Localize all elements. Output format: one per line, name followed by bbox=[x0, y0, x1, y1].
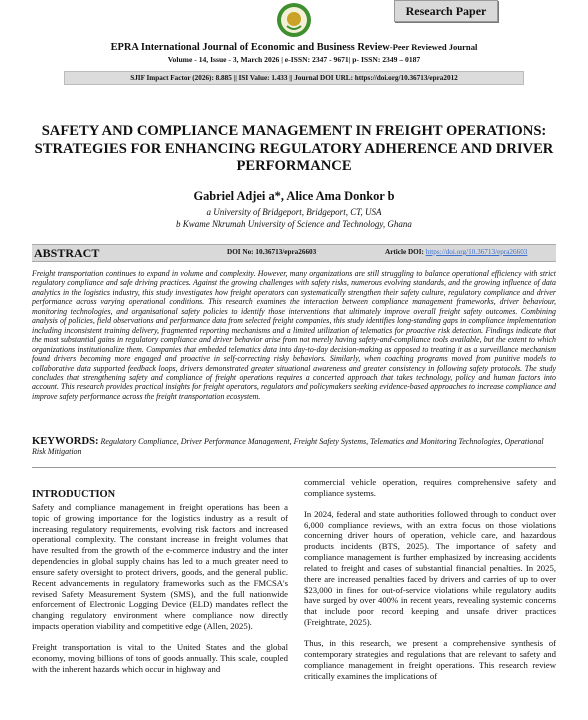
article-doi-link[interactable]: https://doi.org/10.36713/epra26603 bbox=[425, 248, 528, 256]
research-paper-badge: Research Paper bbox=[394, 0, 498, 22]
authors: Gabriel Adjei a*, Alice Ama Donkor b bbox=[193, 189, 395, 203]
affiliation-b: b Kwame Nkrumah University of Science and Technology, Ghana bbox=[176, 219, 412, 229]
paragraph: Safety and compliance management in freight operations has been a topic of growing importance for the logistics industry as a result of increasing regulatory requirements, evolving risk factors and increased operational complexity. The constant increase in freight volumes that have resulted from the growth of the e-commerce industry and the inter dependencies in global supply chains has led to a much greater need to ensure safety oversight to protect drivers, goods, and the general public. Recent advancements in regulatory frameworks such as the FMCSA's revised Safety Measurement System (SMS), and the full nationwide enforcement of Electronic Logging Device (ELD) mandates reflect the changing regulatory environment where compliance now directly impacts operation viability and competitive edge (Allen, 2025). bbox=[32, 501, 288, 632]
journal-logo-icon bbox=[276, 2, 312, 38]
paper-title: SAFETY AND COMPLIANCE MANAGEMENT IN FREIGHT OPERATIONS: STRATEGIES FOR ENHANCING REGULATORY ADHERENCE AND DRIVER PERFORMANCE bbox=[34, 123, 554, 174]
paragraph: commercial vehicle operation, requires comprehensive safety and compliance systems. bbox=[304, 477, 556, 498]
abstract-text: Freight transportation continues to expand in volume and complexity. However, many organizations are still struggling to balance operational efficiency with strict regulatory compliance and safe driving practices. Against the growing challenges with safety risks, numerous evolving standards, and the growing influence of data analytics in the logistics industry, this study investigates how freight operators can systematically strengthen their safety culture, regulatory compliance and driver performance across varying operational conditions. This research examines the interaction between compliance management frameworks, driver behaviour, monitoring technologies, and organisational safety policies to identify those interventions that ultimately improve overall freight safety outcomes. Combining analysis of policies, field observations and performance data from selected freight companies, this study identifies long-standing gaps in compliance implementation including inconsistent training delivery, fragmented reporting mechanisms and a limited utilization of telematics for proactive risk detection. Findings indicate that the most substantial gains in regulatory compliance and driver behavior arise from not merely having safety-and-compliance tools available, but the extent to which organizations institutionalize them. Companies that embeded telematics data into day-to-day decision-making as opposed to treating it as a surveillance mechanism found drivers becoming more engaged and proactive in self-correcting risky behaviors. Similarly, when coaching programs moved from punitive models to collaborative data supported feedback loops, drivers demonstrated greater situational awareness and greater consistency in following safety protocols. The study concludes that strengthening safety and compliance of freight operations requires a concerted approach that takes technology, policy and human factors into account. This research provides practical insights for freight operators, regulators and policymakers seeking evidence-based approaches to increase compliance and improve safety performance across the freight transportation ecosystem. bbox=[32, 269, 556, 401]
body-left-column bbox=[32, 490, 288, 675]
keywords-label: KEYWORDS: bbox=[32, 436, 99, 447]
body-right-column bbox=[304, 477, 556, 681]
abstract-heading: ABSTRACT bbox=[34, 246, 100, 260]
section-divider bbox=[32, 467, 556, 468]
journal-name: EPRA International Journal of Economic and Business Review-Peer Reviewed Journal bbox=[110, 42, 478, 53]
affiliation-a: a University of Bridgeport, Bridgeport, CT, USA bbox=[206, 207, 382, 217]
paragraph: Freight transportation is vital to the United States and the global economy, moving billions of tons of goods annually. This scale, coupled with the inherent hazards which occur in highway and bbox=[32, 641, 288, 674]
doi-number: DOI No: 10.36713/epra26603 bbox=[227, 248, 317, 256]
paragraph: Thus, in this research, we present a comprehensive synthesis of contemporary strategies and regulations that are relevant to safety and compliance management in freight operations. This research review critically examines the implications of bbox=[304, 637, 556, 681]
introduction-heading: INTRODUCTION bbox=[32, 489, 116, 500]
keywords bbox=[32, 437, 556, 456]
volume-line: Volume - 14, Issue - 3, March 2026 | e-ISSN: 2347 - 9671| p- ISSN: 2349 – 0187 bbox=[167, 55, 421, 64]
impact-factor-bar: SJIF Impact Factor (2026): 8.885 || ISI Value: 1.433 || Journal DOI URL: https://doi.org/10.36713/epra2012 bbox=[64, 71, 524, 85]
paragraph: In 2024, federal and state authorities followed through to conduct over 6,000 compliance reviews, with an extra focus on those violations concerning driver hours of operation, vehicle care, and hazardous products incidents (BTS, 2025). The importance of safety and compliance management is further emphasized by increasing accidents related to freight and cases of substantial financial penalties. In 2025, there are increased penalties faced by drivers and carries of up to over $23,000 in fines for out-of-service violations while regulatory audits have surged by over 400% in recent years, revealing systemic concerns that include poor record keeping and unsafe driver practices (Freightrate, 2025). bbox=[304, 508, 556, 628]
keywords-text: Regulatory Compliance, Driver Performance Management, Freight Safety Systems, Telematics and Monitoring Technologies, Operational Risk Mitigation bbox=[32, 437, 544, 456]
article-doi: Article DOI: https://doi.org/10.36713/epra26603 bbox=[385, 248, 528, 256]
